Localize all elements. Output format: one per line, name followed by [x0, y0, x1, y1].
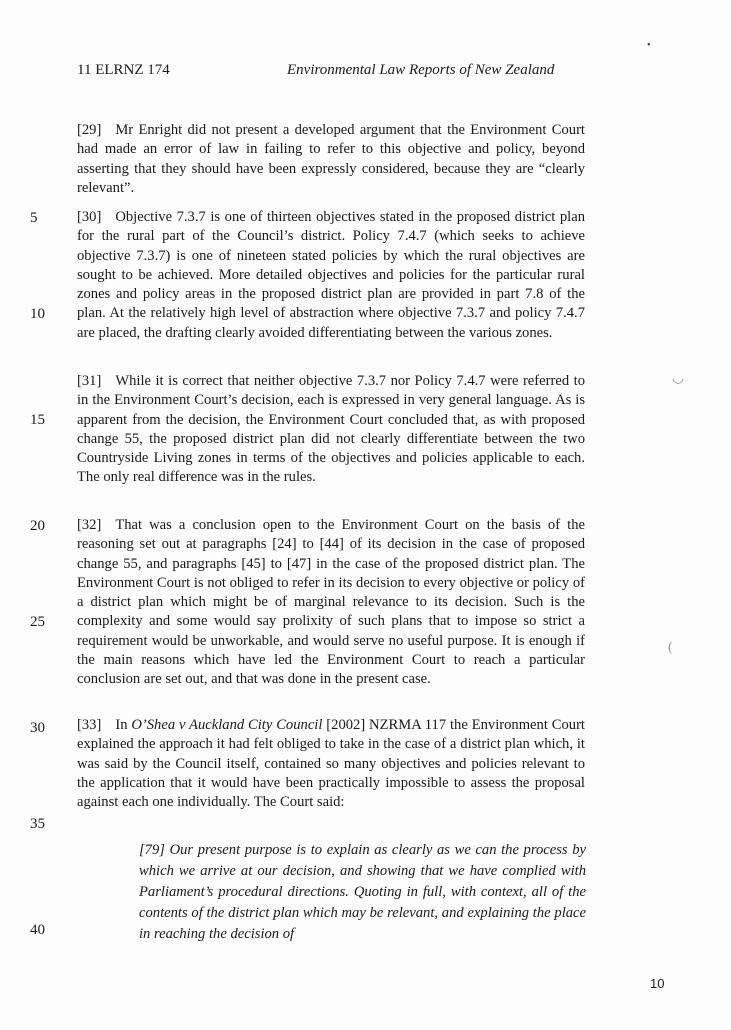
line-number: 35 — [30, 816, 45, 832]
paragraph-number: [32] — [77, 517, 102, 533]
page-number: 10 — [650, 976, 665, 991]
line-number: 25 — [30, 614, 45, 630]
paragraph-29 — [77, 121, 585, 198]
header-journal-title: Environmental Law Reports of New Zealand — [287, 62, 555, 78]
paragraph-text: [2002] NZRMA 117 the Environment Court explained the approach it had felt obliged to take in the case of a district plan which, it was said by the Council itself, contained so many objectives and policies relevant to the application that it would have been practically impossible to assess the proposal against each one individually. The Court said: — [77, 717, 585, 811]
paragraph-31 — [77, 372, 585, 488]
paragraph-33 — [77, 716, 585, 812]
scan-speck: • — [647, 40, 651, 51]
scan-mark: ( — [668, 640, 673, 655]
paragraph-number: [31] — [77, 373, 102, 389]
line-number: 20 — [30, 518, 45, 534]
paragraph-30 — [77, 208, 585, 343]
line-number: 10 — [30, 306, 45, 322]
header-citation: 11 ELRNZ 174 — [77, 62, 170, 78]
paragraph-text: While it is correct that neither objective 7.3.7 nor Policy 7.4.7 were referred to in the Environment Court’s decision, each is expressed in very general language. As is apparent from the decision, the Environment Court concluded that, as with proposed change 55, the proposed district plan did not clearly differentiate between the two Countryside Living zones in terms of the objectives and policies applicable to each. The only real difference was in the rules. — [77, 373, 585, 486]
paragraph-lead: In — [115, 717, 128, 733]
paragraph-32 — [77, 516, 585, 690]
block-quote: [79] Our present purpose is to explain as clearly as we can the process by which we arrive at our decision, and showing that we have complied with Parliament’s procedural directions. Quoting in full, with context, all of the contents of the district plan which may be relevant, and explaining the place in reaching the decision of — [139, 842, 586, 942]
case-name: O’Shea v Auckland City Council — [131, 717, 323, 733]
line-number: 30 — [30, 720, 45, 736]
line-number: 40 — [30, 922, 45, 938]
line-number: 5 — [30, 210, 38, 226]
paragraph-text: That was a conclusion open to the Environment Court on the basis of the reasoning set out at paragraphs [24] to [44] of its decision in the case of proposed change 55, and paragraphs [45] to [47] in the case of the proposed district plan. The Environment Court is not obliged to refer in its decision to every objective or policy of a district plan which might be of marginal relevance to its decision. Such is the complexity and some would say prolixity of such plans that to impose so strict a requirement would be unworkable, and would serve no useful purpose. It is enough if the main reasons which have led the Environment Court to reach a particular conclusion are set out, and that was done in the present case. — [77, 517, 585, 688]
paragraph-number: [30] — [77, 209, 102, 225]
paragraph-text: Mr Enright did not present a developed argument that the Environment Court had made an error of law in failing to refer to this objective and policy, beyond asserting that they should have been expressly considered, because they are “clearly relevant”. — [77, 122, 585, 196]
line-number: 15 — [30, 412, 45, 428]
paragraph-number: [29] — [77, 122, 102, 138]
paragraph-text: Objective 7.3.7 is one of thirteen objectives stated in the proposed district plan for the rural part of the Council’s district. Policy 7.4.7 (which seeks to achieve objective 7.3.7) is one of nineteen stated policies by which the rural objectives are sought to be achieved. More detailed objectives and policies for the particular rural zones and policy areas in the proposed district plan are provided in part 7.8 of the plan. At the relatively high level of abstraction where objective 7.3.7 and policy 7.4.7 are placed, the drafting clearly avoided differentiating between the various zones. — [77, 209, 585, 341]
scan-mark: ◡ — [672, 371, 685, 386]
paragraph-number: [33] — [77, 717, 102, 733]
